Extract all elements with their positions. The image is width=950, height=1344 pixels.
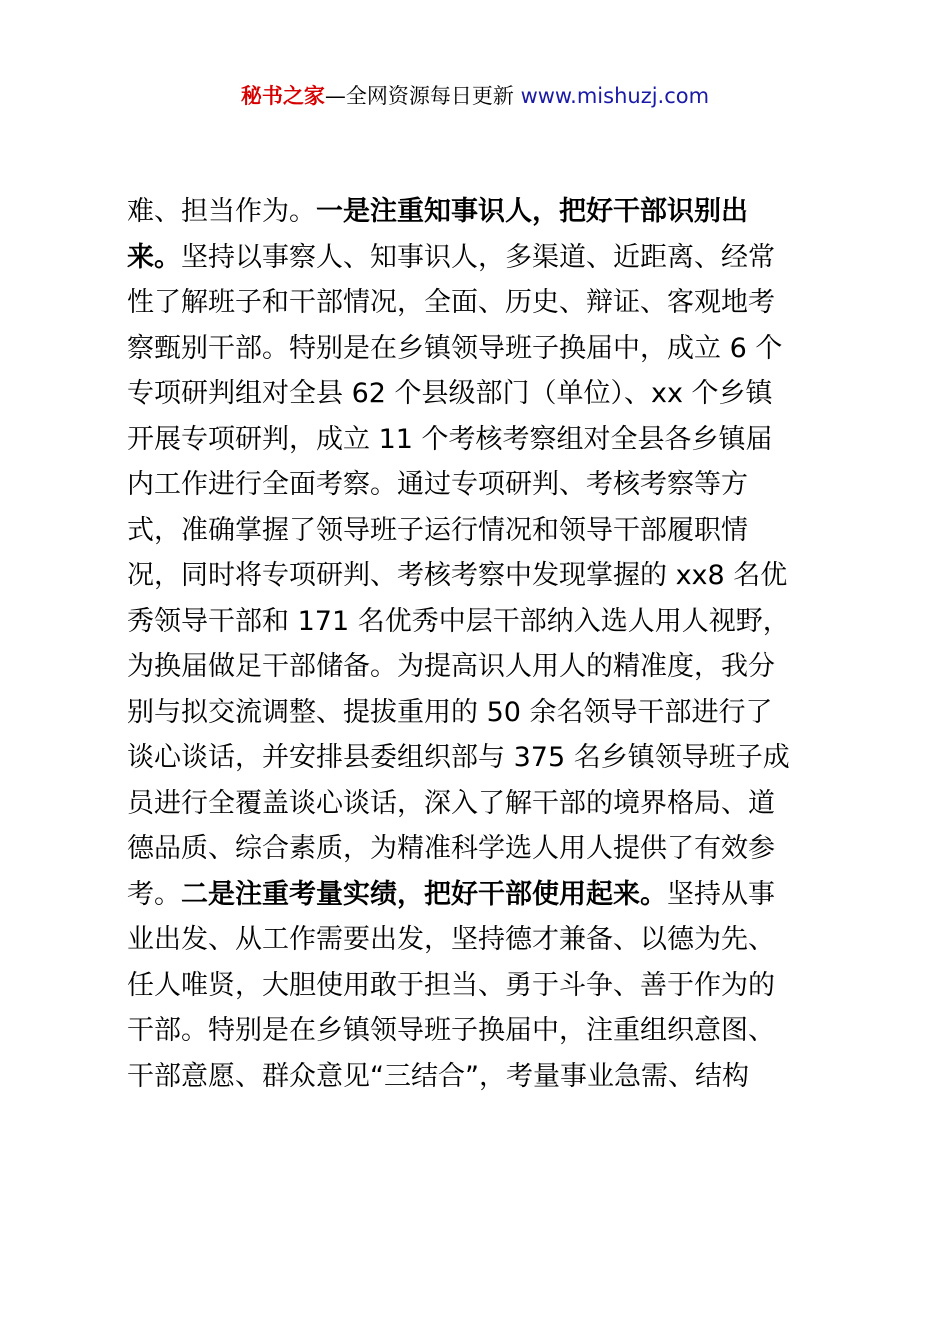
- bold-text-segment: 一是注重知事识人，把好干部识别出: [316, 196, 748, 227]
- text-segment: 式，准确掌握了领导班子运行情况和领导干部履职情: [127, 514, 748, 546]
- brand-name: 秘书之家: [240, 84, 325, 108]
- text-segment: 干部意愿、群众意见“三结合”，考量事业急需、结构: [127, 1060, 749, 1092]
- bold-text-segment: 二是注重考量实绩，把好干部使用起来。: [181, 878, 667, 910]
- text-line: [127, 1008, 839, 1054]
- text-segment: 坚持从事: [667, 878, 775, 910]
- text-segment: 谈心谈话，并安排县委组织部与 375 名乡镇领导班子成: [127, 742, 790, 773]
- text-line: [127, 371, 839, 417]
- site-url-link[interactable]: www.mishuzj.com: [520, 84, 710, 108]
- text-segment: 开展专项研判，成立 11 个考核考察组对全县各乡镇届: [127, 423, 773, 455]
- text-line: [127, 781, 839, 827]
- text-line: [127, 690, 839, 736]
- text-line: [127, 917, 839, 963]
- text-segment: 任人唯贤，大胆使用敢于担当、勇于斗争、善于作为的: [127, 969, 775, 1001]
- text-segment: 专项研判组对全县 62 个县级部门（单位）、xx 个乡镇: [127, 378, 773, 409]
- text-line: [127, 326, 839, 372]
- text-segment: 内工作进行全面考察。通过专项研判、考核考察等方: [127, 469, 748, 500]
- text-line: [127, 462, 839, 508]
- text-line: [127, 735, 839, 781]
- text-segment: 考。: [127, 878, 181, 910]
- text-segment: 性了解班子和干部情况，全面、历史、辩证、客观地考: [127, 287, 775, 318]
- text-segment: 察甄别干部。特别是在乡镇领导班子换届中，成立 6 个: [127, 332, 783, 364]
- bold-text-segment: 来。: [127, 241, 181, 273]
- text-segment: 坚持以事察人、知事识人，多渠道、近距离、经常: [181, 241, 775, 273]
- text-segment: 秀领导干部和 171 名优秀中层干部纳入选人用人视野，: [127, 605, 790, 637]
- text-line: [127, 235, 839, 281]
- text-line: [127, 826, 839, 872]
- text-segment: 员进行全覆盖谈心谈话，深入了解干部的境界格局、道: [127, 787, 775, 819]
- text-line: [127, 963, 839, 1009]
- text-line: [127, 599, 839, 645]
- document-body: [127, 189, 839, 1099]
- text-segment: 况，同时将专项研判、考核考察中发现掌握的 xx8 名优: [127, 560, 788, 591]
- text-segment: 干部。特别是在乡镇领导班子换届中，注重组织意图、: [127, 1015, 775, 1046]
- text-line: [127, 644, 839, 690]
- text-line: [127, 417, 839, 463]
- text-line: [127, 280, 839, 326]
- text-segment: 别与拟交流调整、提拔重用的 50 余名领导干部进行了: [127, 696, 773, 728]
- text-segment: 为换届做足干部储备。为提高识人用人的精准度，我分: [127, 651, 775, 682]
- page-header: [0, 80, 950, 112]
- text-line: [127, 872, 839, 918]
- text-segment: 德品质、综合素质，为精准科学选人用人提供了有效参: [127, 833, 775, 864]
- header-tagline: —全网资源每日更新: [324, 84, 514, 108]
- text-line: [127, 508, 839, 554]
- text-line: [127, 189, 839, 235]
- text-segment: 业出发、从工作需要出发，坚持德才兼备、以德为先、: [127, 924, 775, 955]
- text-line: [127, 1054, 839, 1100]
- text-segment: 难、担当作为。: [127, 196, 316, 227]
- text-line: [127, 553, 839, 599]
